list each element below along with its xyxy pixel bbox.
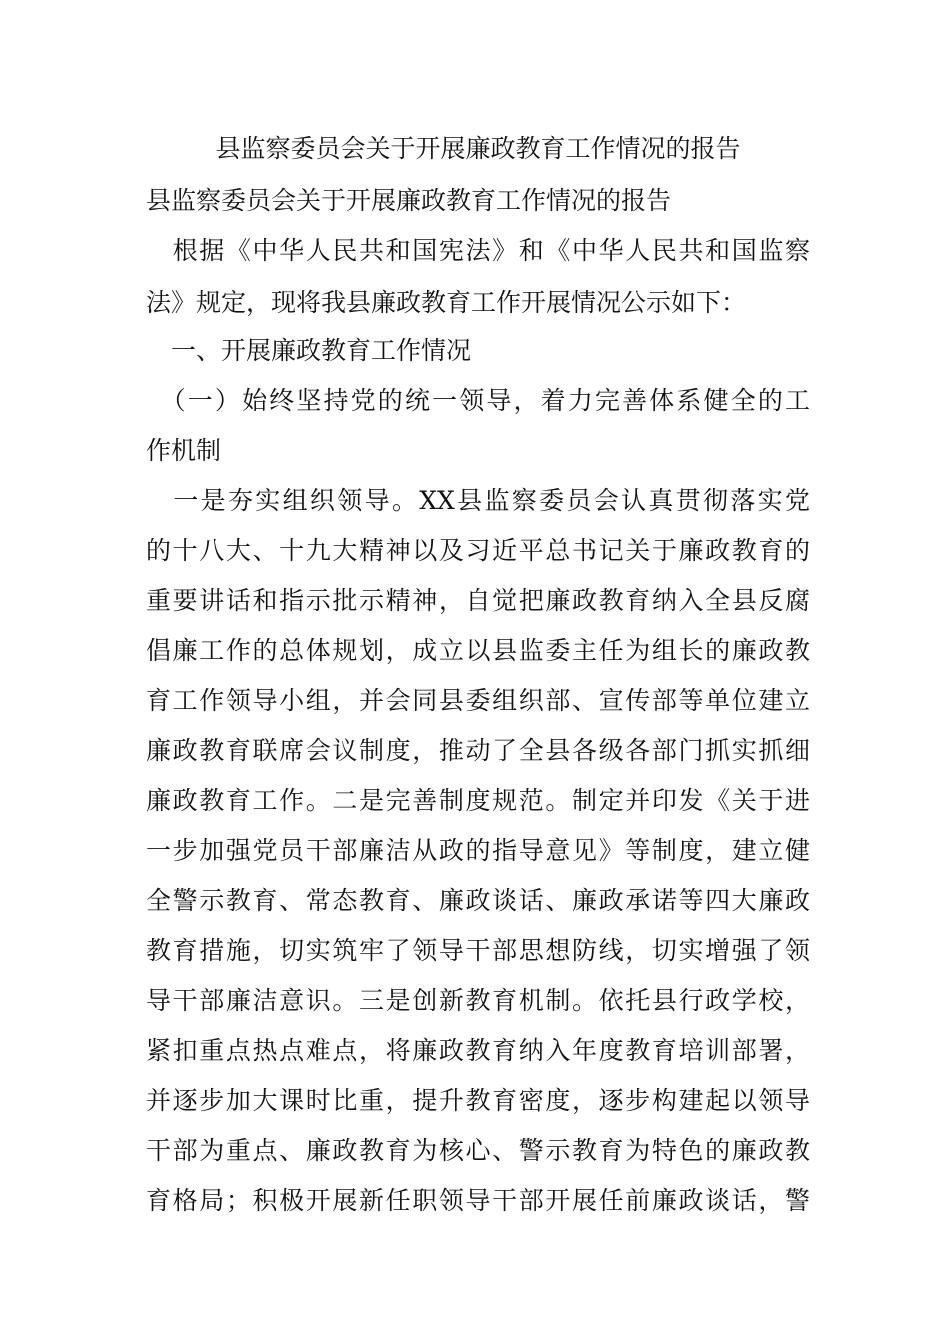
paragraph-line-3: 一是夯实组织领导。XX县监察委员会认真贯彻落实党 <box>146 486 810 515</box>
subsection-heading-1-cont: 作机制 <box>146 436 222 465</box>
paragraph-line-11: 全警示教育、常态教育、廉政谈话、廉政承诺等四大廉政 <box>146 886 810 915</box>
paragraph-line-5: 重要讲话和指示批示精神，自觉把廉政教育纳入全县反腐 <box>146 586 810 615</box>
paragraph-line-2: 法》规定，现将我县廉政教育工作开展情况公示如下： <box>146 288 747 317</box>
paragraph-line-7: 育工作领导小组，并会同县委组织部、宣传部等单位建立 <box>146 686 810 715</box>
document-subtitle: 县监察委员会关于开展廉政教育工作情况的报告 <box>146 186 672 215</box>
paragraph-line-12: 教育措施，切实筑牢了领导干部思想防线，切实增强了领 <box>146 936 810 965</box>
paragraph-line-8: 廉政教育联席会议制度，推动了全县各级各部门抓实抓细 <box>146 736 810 765</box>
document-title: 县监察委员会关于开展廉政教育工作情况的报告 <box>215 134 741 163</box>
subsection-heading-1: （一）始终坚持党的统一领导，着力完善体系健全的工 <box>146 386 810 415</box>
paragraph-line-1: 根据《中华人民共和国宪法》和《中华人民共和国监察 <box>146 236 810 265</box>
paragraph-line-16: 干部为重点、廉政教育为核心、警示教育为特色的廉政教 <box>146 1136 810 1165</box>
paragraph-line-15: 并逐步加大课时比重，提升教育密度，逐步构建起以领导 <box>146 1086 810 1115</box>
paragraph-line-14: 紧扣重点热点难点，将廉政教育纳入年度教育培训部署， <box>146 1036 810 1065</box>
section-heading-1: 一、开展廉政教育工作情况 <box>146 336 472 365</box>
paragraph-line-6: 倡廉工作的总体规划，成立以县监委主任为组长的廉政教 <box>146 636 810 665</box>
paragraph-line-4: 的十八大、十九大精神以及习近平总书记关于廉政教育的 <box>146 536 810 565</box>
paragraph-line-13: 导干部廉洁意识。三是创新教育机制。依托县行政学校， <box>146 986 810 1015</box>
paragraph-line-9: 廉政教育工作。二是完善制度规范。制定并印发《关于进 <box>146 786 810 815</box>
paragraph-line-10: 一步加强党员干部廉洁从政的指导意见》等制度，建立健 <box>146 836 810 865</box>
paragraph-line-17: 育格局；积极开展新任职领导干部开展任前廉政谈话，警 <box>146 1186 810 1215</box>
